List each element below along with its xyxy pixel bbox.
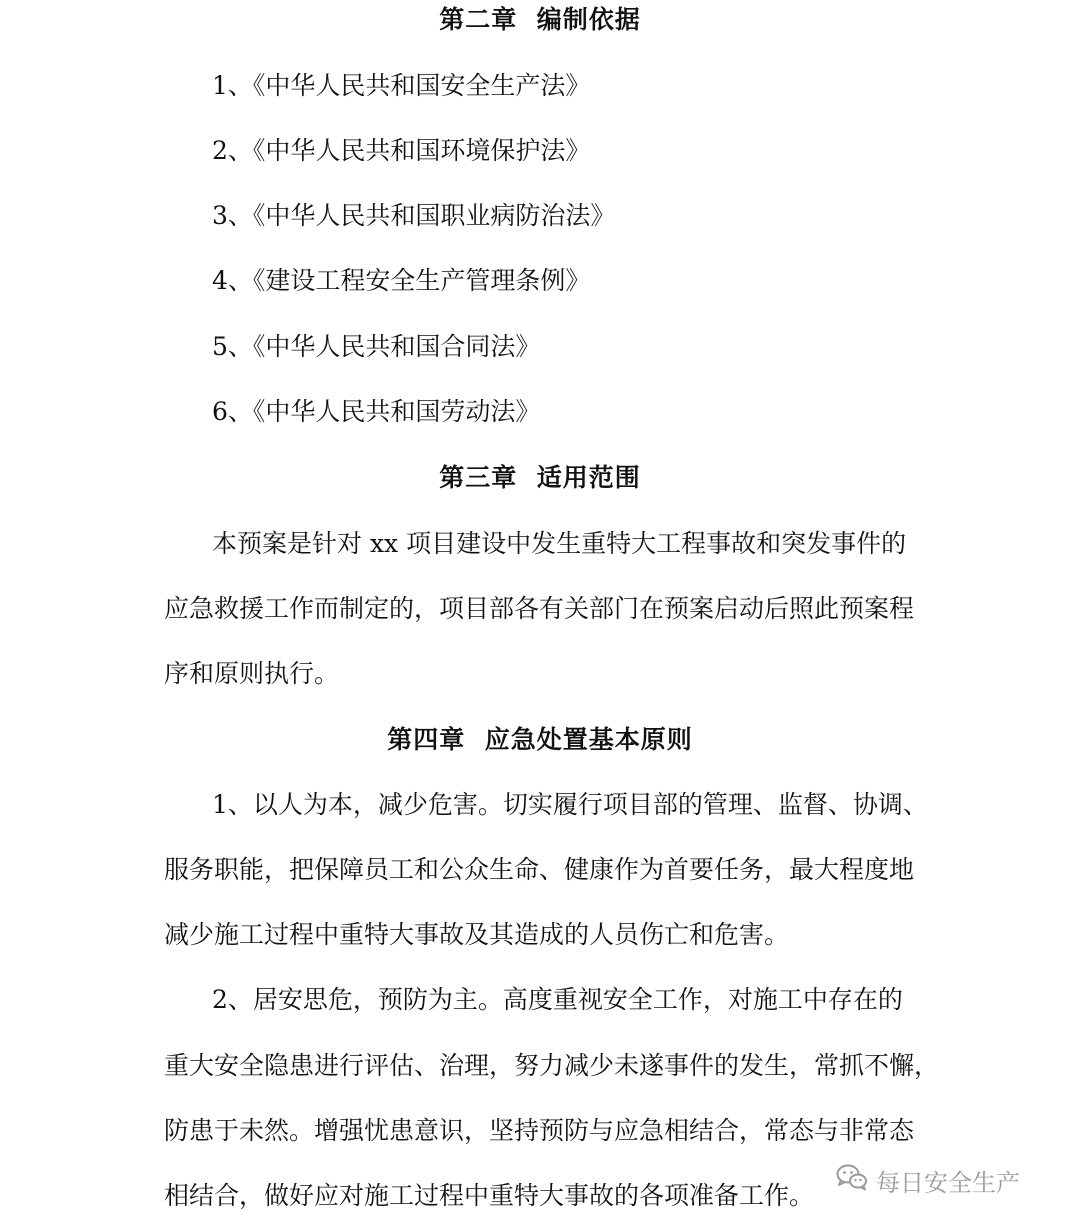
chapter-2-title: 第二章 编制依据 xyxy=(439,5,641,34)
paragraph-line: 2、居安思危，预防为主。高度重视安全工作，对施工中存在的 xyxy=(212,985,903,1014)
reference-item-5: 5、《中华人民共和国合同法》 xyxy=(212,332,541,361)
reference-item-1: 1、《中华人民共和国安全生产法》 xyxy=(212,71,591,100)
watermark-text: 每日安全生产 xyxy=(876,1168,1020,1197)
paragraph-line: 1、以人为本，减少危害。切实履行项目部的管理、监督、协调、 xyxy=(212,790,928,819)
paragraph-line: 应急救援工作而制定的，项目部各有关部门在预案启动后照此预案程 xyxy=(164,594,915,623)
reference-item-2: 2、《中华人民共和国环境保护法》 xyxy=(212,136,591,165)
paragraph-line: 序和原则执行。 xyxy=(164,659,340,688)
reference-item-6: 6、《中华人民共和国劳动法》 xyxy=(212,397,541,426)
watermark xyxy=(836,1160,1020,1200)
wechat-icon xyxy=(836,1163,868,1197)
chapter-4-title: 第四章 应急处置基本原则 xyxy=(387,725,693,754)
paragraph-line: 相结合，做好应对施工过程中重特大事故的各项准备工作。 xyxy=(164,1181,815,1210)
reference-item-3: 3、《中华人民共和国职业病防治法》 xyxy=(212,201,616,230)
paragraph-line: 本预案是针对 xx 项目建设中发生重特大工程事故和突发事件的 xyxy=(212,529,907,558)
chapter-3-title: 第三章 适用范围 xyxy=(439,463,641,492)
reference-item-4: 4、《建设工程安全生产管理条例》 xyxy=(212,266,591,295)
paragraph-line: 防患于未然。增强忧患意识，坚持预防与应急相结合，常态与非常态 xyxy=(164,1116,915,1145)
paragraph-line: 重大安全隐患进行评估、治理，努力减少未遂事件的发生，常抓不懈， xyxy=(164,1051,940,1080)
paragraph-line: 减少施工过程中重特大事故及其造成的人员伤亡和危害。 xyxy=(164,920,790,949)
paragraph-line: 服务职能，把保障员工和公众生命、健康作为首要任务，最大程度地 xyxy=(164,855,915,884)
